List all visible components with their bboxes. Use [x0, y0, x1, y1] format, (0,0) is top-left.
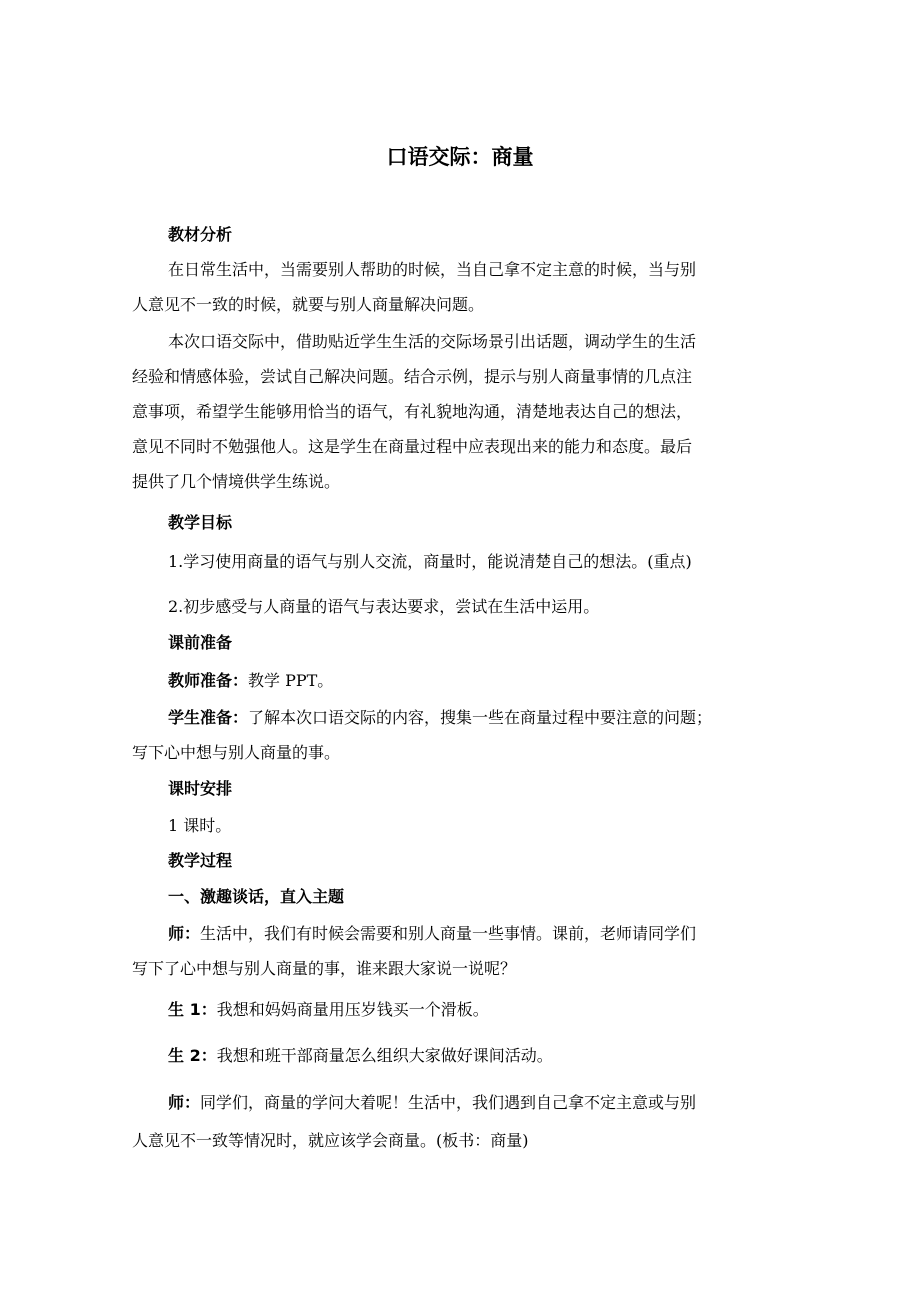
teacher-text-1-line2: 写下了心中想与别人商量的事，谁来跟大家说一说呢？: [132, 959, 517, 978]
teacher-prep: [168, 670, 333, 692]
analysis-p1-line2: 人意见不一致的时候，就要与别人商量解决问题。: [132, 295, 485, 314]
analysis-p2-line5: 提供了几个情境供学生练说。: [132, 472, 341, 491]
teacher-prep-text: 教学 PPT。: [248, 671, 334, 690]
goal-item-1: 1.学习使用商量的语气与别人交流，商量时，能说清楚自己的想法。(重点): [168, 552, 692, 571]
goal-item-2: 2.初步感受与人商量的语气与表达要求，尝试在生活中运用。: [168, 597, 600, 616]
student-prep-label: 学生准备：: [168, 708, 249, 727]
analysis-p1-line1: 在日常生活中，当需要别人帮助的时候，当自己拿不定主意的时候，当与别: [168, 260, 697, 279]
heading-analysis: 教材分析: [168, 225, 233, 244]
teacher-text-2-line1: 同学们，商量的学问大着呢！生活中，我们遇到自己拿不定主意或与别: [200, 1093, 697, 1112]
heading-goals: 教学目标: [168, 513, 233, 532]
student-prep-text-line1: 了解本次口语交际的内容，搜集一些在商量过程中要注意的问题；: [248, 708, 713, 727]
student-text-2: 我想和班干部商量怎么组织大家做好课间活动。: [216, 1046, 553, 1065]
teacher-text-2-line2: 人意见不一致等情况时，就应该学会商量。(板书：商量): [132, 1131, 529, 1150]
analysis-p2-line1: 本次口语交际中，借助贴近学生生活的交际场景引出话题，调动学生的生活: [168, 332, 697, 351]
teacher-text-1-line1: 生活中，我们有时候会需要和别人商量一些事情。课前，老师请同学们: [200, 924, 697, 943]
schedule-text: 1 课时。: [168, 816, 232, 835]
student-label-1: 生 1：: [168, 1000, 217, 1019]
process-step-1: 一、激趣谈话，直入主题: [168, 887, 345, 906]
student-prep: [168, 707, 712, 729]
analysis-p2-line2: 经验和情感体验，尝试自己解决问题。结合示例，提示与别人商量事情的几点注: [132, 367, 693, 386]
student-prep-text-line2: 写下心中想与别人商量的事。: [132, 743, 341, 762]
analysis-p2-line4: 意见不同时不勉强他人。这是学生在商量过程中应表现出来的能力和态度。最后: [132, 437, 693, 456]
teacher-label-1: 师：: [168, 924, 201, 943]
heading-process: 教学过程: [168, 851, 233, 870]
teacher-line-2: [168, 1092, 696, 1114]
heading-schedule: 课时安排: [168, 779, 233, 798]
analysis-p2-line3: 意事项，希望学生能够用恰当的语气，有礼貌地沟通，清楚地表达自己的想法，: [132, 402, 693, 421]
teacher-label-2: 师：: [168, 1093, 201, 1112]
page-title: 口语交际：商量: [386, 145, 534, 169]
student-text-1: 我想和妈妈商量用压岁钱买一个滑板。: [216, 1000, 489, 1019]
teacher-prep-label: 教师准备：: [168, 671, 249, 690]
student-label-2: 生 2：: [168, 1046, 217, 1065]
student-line-2: [168, 1045, 553, 1067]
student-line-1: [168, 999, 489, 1021]
teacher-line-1: [168, 923, 696, 945]
heading-prep: 课前准备: [168, 633, 233, 652]
